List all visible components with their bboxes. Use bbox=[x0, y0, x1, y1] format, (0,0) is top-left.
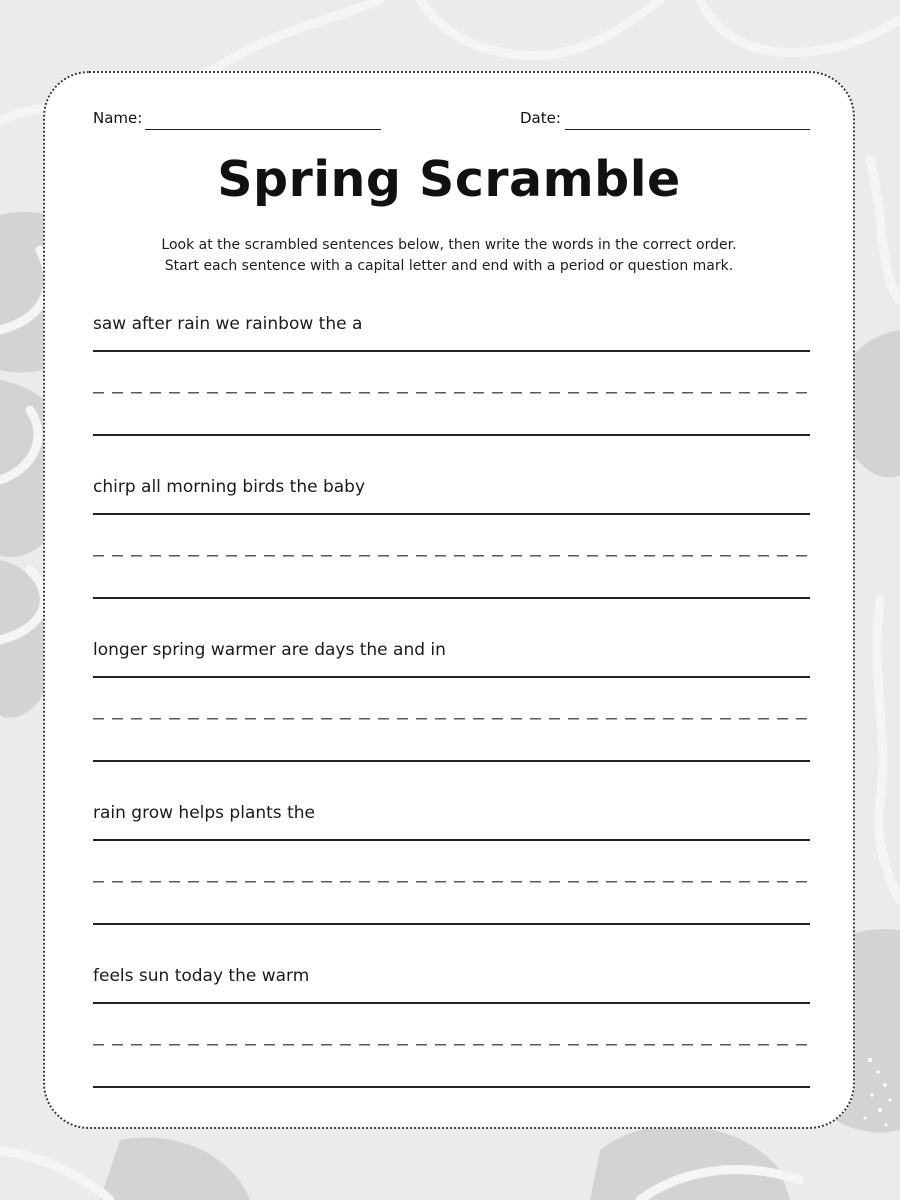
instructions-line-1: Look at the scrambled sentences below, then write the words in the correct order. bbox=[161, 237, 737, 253]
instructions-line-2: Start each sentence with a capital letter and end with a period or question mark. bbox=[164, 258, 734, 274]
scrambled-sentence-2: chirp all morning birds the baby bbox=[93, 477, 366, 497]
writing-line-top[interactable] bbox=[93, 839, 810, 841]
date-label: Date: bbox=[520, 109, 561, 127]
name-field[interactable] bbox=[93, 109, 381, 129]
writing-line-top[interactable] bbox=[93, 1002, 810, 1004]
date-line[interactable] bbox=[565, 129, 810, 131]
page-title: Spring Scramble bbox=[217, 151, 681, 208]
scrambled-sentence-4: rain grow helps plants the bbox=[93, 803, 315, 823]
name-line[interactable] bbox=[145, 129, 381, 131]
writing-line-bottom[interactable] bbox=[93, 434, 810, 436]
writing-line-dashed[interactable] bbox=[93, 392, 810, 394]
scrambled-sentence-1: saw after rain we rainbow the a bbox=[93, 314, 363, 334]
writing-line-dashed[interactable] bbox=[93, 718, 810, 720]
writing-line-bottom[interactable] bbox=[93, 760, 810, 762]
date-field[interactable] bbox=[520, 109, 810, 129]
name-label: Name: bbox=[93, 109, 143, 127]
exercise-5 bbox=[93, 965, 810, 1115]
writing-line-top[interactable] bbox=[93, 513, 810, 515]
writing-line-top[interactable] bbox=[93, 350, 810, 352]
scrambled-sentence-5: feels sun today the warm bbox=[93, 966, 310, 986]
writing-line-dashed[interactable] bbox=[93, 881, 810, 883]
writing-line-bottom[interactable] bbox=[93, 923, 810, 925]
instructions bbox=[45, 235, 853, 277]
writing-line-bottom[interactable] bbox=[93, 1086, 810, 1088]
exercise-4 bbox=[93, 802, 810, 952]
writing-line-dashed[interactable] bbox=[93, 555, 810, 557]
exercise-2 bbox=[93, 476, 810, 626]
writing-line-dashed[interactable] bbox=[93, 1044, 810, 1046]
writing-line-bottom[interactable] bbox=[93, 597, 810, 599]
exercise-3 bbox=[93, 639, 810, 789]
writing-line-top[interactable] bbox=[93, 676, 810, 678]
worksheet-card bbox=[43, 71, 855, 1129]
exercise-1 bbox=[93, 313, 810, 463]
scrambled-sentence-3: longer spring warmer are days the and in bbox=[93, 640, 446, 660]
